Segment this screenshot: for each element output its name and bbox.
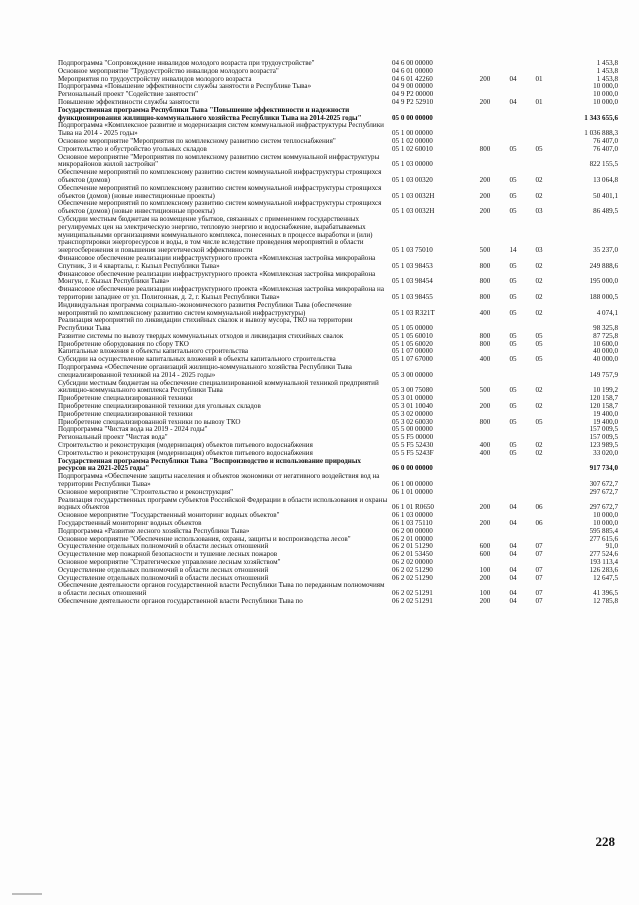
row-pr: 07 (535, 550, 543, 559)
row-name: Финансовое обеспечение реализации инфраструктурного проекта «Комплексная застройка микрорайона на территории западнее от ул. Полигонная, д. 2, г. Кызыл Республики Тыва» (58, 285, 385, 301)
row-pr: 05 (535, 355, 543, 364)
row-pr: 05 (535, 339, 543, 348)
row-vr: 800 (479, 261, 491, 270)
row-rz: 04 (509, 550, 517, 559)
row-pr: 07 (535, 589, 543, 598)
row-sum: 87 725,8 (593, 331, 618, 340)
row-name: Приобретение оборудования по сбору ТКО (58, 339, 189, 348)
row-rz: 05 (509, 308, 517, 317)
row-vr: 800 (479, 339, 491, 348)
row-name: Обеспечение мероприятий по комплексному развитию систем коммунальной инфраструктуры строящихся объектов (домов) (58, 168, 382, 184)
row-pr: 02 (535, 448, 543, 457)
row-code: 06 1 00 00000 (392, 480, 433, 489)
row-pr: 02 (535, 386, 543, 395)
row-vr: 200 (479, 503, 491, 512)
row-sum: 19 400,0 (593, 417, 618, 426)
row-code: 04 6 01 00000 (392, 66, 433, 75)
row-code: 05 5 F5 00000 (392, 433, 434, 442)
row-rz: 05 (509, 207, 517, 216)
row-vr: 800 (479, 331, 491, 340)
table-row (58, 473, 618, 489)
row-pr: 03 (535, 246, 543, 255)
row-code: 04 6 00 00000 (392, 59, 433, 67)
row-name: Основное мероприятие "Мероприятия по комплексному развитию систем коммунальной инфраструктуры микрорайонов жилой застройки" (58, 152, 380, 169)
row-sum: 10 000,0 (593, 511, 618, 520)
row-pr: 05 (535, 144, 543, 153)
row-name: Субсидии местным бюджетам на возмещение убытков, связанных с применением государственных регулируемых цен на электрическую энергию, тепловую энергию и водоснабжение, вырабатываемых муниципальными организациями коммунального комплекса, понесенных в процессе выработки и (или) транспортировки энергоресурсов и воды, в том числе вследствие проведения мероприятий в области энергосбережения и повышения энергетической эффективности (58, 214, 373, 255)
row-code: 05 1 03 R321T (392, 308, 435, 317)
row-vr: 200 (479, 596, 491, 605)
row-code: 05 1 03 98455 (392, 292, 433, 301)
row-pr: 07 (535, 542, 543, 551)
row-sum: 120 158,7 (589, 402, 618, 411)
row-name: Строительство и обустройство угольных складов (58, 144, 207, 153)
table-row (58, 302, 618, 318)
row-sum: 19 400,0 (593, 409, 618, 418)
row-name: Строительство и реконструкция (модернизация) объектов питьевого водоснабжения (58, 448, 313, 457)
row-name: Приобретение специализированной техники (58, 394, 193, 403)
row-code: 06 2 02 51291 (392, 596, 433, 605)
row-code: 05 1 03 98453 (392, 261, 433, 270)
row-name: Подпрограмма «Обеспечение защиты населения и объектов экономики от негативного воздействия вод на территории Республики Тыва» (58, 472, 380, 489)
row-pr: 02 (535, 261, 543, 270)
row-code: 05 1 07 00000 (392, 347, 433, 356)
row-code: 05 1 05 60020 (392, 339, 433, 348)
row-vr: 500 (479, 246, 491, 255)
table-row (58, 497, 618, 513)
row-vr: 200 (479, 207, 491, 216)
row-code: 04 9 P2 52910 (392, 97, 434, 106)
row-rz: 04 (509, 503, 517, 512)
table-row (58, 458, 618, 474)
row-rz: 05 (509, 355, 517, 364)
row-vr: 800 (479, 277, 491, 286)
table-row (58, 154, 618, 170)
row-sum: 50 401,1 (593, 191, 618, 200)
row-rz: 04 (509, 97, 517, 106)
table-row (58, 169, 618, 185)
row-name: Осуществление отдельных полномочий в области лесных отношений (58, 565, 269, 574)
row-name: Основное мероприятие "Государственный мониторинг водных объектов" (58, 511, 280, 520)
row-sum: 195 000,0 (589, 277, 618, 286)
row-code: 06 2 01 53450 (392, 550, 433, 559)
row-rz: 04 (509, 542, 517, 551)
row-pr: 01 (535, 97, 543, 106)
row-code: 06 2 01 00000 (392, 534, 433, 543)
row-code: 05 1 02 60010 (392, 144, 433, 153)
row-pr: 02 (535, 441, 543, 450)
row-rz: 05 (509, 448, 517, 457)
table-row (58, 271, 618, 287)
row-vr: 200 (479, 97, 491, 106)
row-sum: 10 199,2 (593, 386, 618, 395)
row-name: Основное мероприятие "Трудоустройство инвалидов молодого возраста" (58, 66, 279, 75)
table-row (58, 364, 618, 380)
row-rz: 05 (509, 191, 517, 200)
row-code: 05 5 00 00000 (392, 425, 433, 434)
row-code: 05 3 02 00000 (392, 409, 433, 418)
row-code: 05 1 07 67000 (392, 355, 433, 364)
row-sum: 1 036 888,3 (584, 129, 618, 138)
row-rz: 05 (509, 339, 517, 348)
row-pr: 01 (535, 74, 543, 83)
row-pr: 02 (535, 308, 543, 317)
row-name: Обеспечение мероприятий по комплексному развитию систем коммунальной инфраструктуры строящихся объектов (домов) (новые инвестиционные проекты) (58, 183, 382, 200)
row-rz: 04 (509, 565, 517, 574)
row-code: 05 3 02 60030 (392, 417, 433, 426)
row-name: Государственная программа Республики Тыва "Воспроизводство и использование природных ресурсов на 2021-2025 годы" (58, 456, 361, 473)
row-code: 06 2 02 00000 (392, 558, 433, 566)
row-name: Подпрограмма «Обеспечение организаций жилищно-коммунального хозяйства Республики Тыва специализированной техникой на 2014 - 2025 годы» (58, 363, 352, 379)
row-sum: 35 237,0 (593, 246, 618, 255)
row-code: 06 1 01 R0650 (392, 503, 434, 512)
row-name: Приобретение специализированной техники для угольных складов (58, 402, 261, 411)
row-pr: 02 (535, 292, 543, 301)
row-name: Осуществление отдельных полномочий в области лесных отношений (58, 573, 269, 582)
row-sum: 123 989,5 (589, 441, 618, 450)
row-sum: 595 885,4 (589, 526, 618, 535)
row-rz: 04 (509, 74, 517, 83)
row-vr: 200 (479, 175, 491, 184)
row-rz: 05 (509, 261, 517, 270)
row-sum: 12 647,5 (593, 573, 618, 582)
row-code: 05 1 03 98454 (392, 277, 433, 286)
row-code: 06 2 01 51290 (392, 542, 433, 551)
row-code: 05 1 03 75010 (392, 246, 433, 255)
row-name: Развитие системы по вывозу твердых коммунальных отходов и ликвидация стихийных свалок (58, 331, 344, 340)
row-sum: 126 283,6 (589, 565, 618, 574)
row-vr: 800 (479, 292, 491, 301)
row-rz: 05 (509, 386, 517, 395)
row-sum: 40 000,0 (593, 347, 618, 356)
row-code: 05 3 01 10040 (392, 402, 433, 411)
row-code: 06 2 02 51291 (392, 589, 433, 598)
row-pr: 05 (535, 331, 543, 340)
row-name: Обеспечение деятельности органов государственной власти Республики Тыва по (58, 596, 303, 605)
row-code: 05 1 05 00000 (392, 324, 433, 333)
row-sum: 10 600,0 (593, 339, 618, 348)
row-code: 05 1 03 0032H (392, 191, 435, 200)
row-code: 06 1 01 00000 (392, 487, 433, 496)
row-sum: 76 407,0 (593, 144, 618, 153)
row-code: 06 2 02 51290 (392, 573, 433, 582)
row-rz: 04 (509, 573, 517, 582)
row-sum: 91,0 (605, 542, 618, 551)
table-row (58, 107, 618, 123)
row-rz: 05 (509, 441, 517, 450)
row-sum: 12 785,8 (593, 596, 618, 605)
row-code: 04 9 P2 00000 (392, 90, 434, 99)
row-rz: 04 (509, 596, 517, 605)
row-code: 04 9 00 00000 (392, 82, 433, 91)
row-name: Подпрограмма «Повышение эффективности службы занятости в Республике Тыва» (58, 82, 312, 91)
row-code: 05 3 01 00000 (392, 394, 433, 403)
table-row (58, 255, 618, 271)
row-rz: 05 (509, 402, 517, 411)
row-vr: 200 (479, 74, 491, 83)
row-name: Капитальные вложения в объекты капитального строительства (58, 347, 249, 356)
row-name: Обеспечение деятельности органов государственной власти Республики Тыва по переданным полномочиям в области лесных отношений (58, 581, 385, 598)
row-name: Основное мероприятие "Обеспечение использования, охраны, защиты и воспроизводства лесов" (58, 534, 351, 543)
row-rz: 05 (509, 417, 517, 426)
row-code: 05 5 F5 52430 (392, 441, 434, 450)
table-row (58, 286, 618, 302)
row-sum: 33 020,0 (593, 448, 618, 457)
row-vr: 600 (479, 542, 491, 551)
row-sum: 10 000,0 (593, 519, 618, 528)
row-rz: 05 (509, 277, 517, 286)
row-vr: 400 (479, 441, 491, 450)
row-name: Государственная программа Республики Тыва "Повышение эффективности и надежности функционирования жилищно-коммунального хозяйства Республики Тыва на 2014-2025 годы" (58, 105, 362, 122)
row-sum: 41 396,5 (593, 589, 618, 598)
row-name: Финансовое обеспечение реализации инфраструктурного проекта «Комплексная застройка микрорайона Монгун, г. Кызыл Республики Тыва» (58, 269, 376, 286)
row-name: Обеспечение мероприятий по комплексному развитию систем коммунальной инфраструктуры строящихся объектов (домов) (новые инвестиционные проекты) (58, 199, 382, 216)
table-row (58, 216, 618, 255)
row-sum: 1 453,8 (596, 66, 618, 75)
row-sum: 307 672,7 (589, 480, 618, 489)
table-row (58, 317, 618, 333)
row-vr: 200 (479, 519, 491, 528)
row-rz: 04 (509, 589, 517, 598)
row-sum: 86 489,5 (593, 207, 618, 216)
row-code: 05 3 00 00000 (392, 370, 433, 379)
row-code: 05 1 00 00000 (392, 129, 433, 138)
row-sum: 1 453,8 (596, 59, 618, 67)
row-name: Подпрограмма "Чистая вода на 2019 - 2024 годы" (58, 425, 208, 434)
row-name: Подпрограмма "Сопровождение инвалидов молодого возраста при трудоустройстве" (58, 59, 315, 67)
page-number: 228 (595, 834, 615, 849)
row-code: 05 1 03 00320 (392, 175, 433, 184)
row-sum: 98 325,8 (593, 324, 618, 333)
row-rz: 05 (509, 144, 517, 153)
row-pr: 02 (535, 402, 543, 411)
row-vr: 100 (479, 565, 491, 574)
row-sum: 297 672,7 (589, 487, 618, 496)
row-sum: 249 888,6 (589, 261, 618, 270)
row-code: 05 0 00 00000 (392, 113, 433, 122)
row-code: 05 1 05 60010 (392, 331, 433, 340)
row-pr: 05 (535, 417, 543, 426)
row-code: 05 5 F5 5243F (392, 448, 434, 457)
row-name: Региональный проект "Содействие занятости" (58, 90, 199, 99)
row-pr: 07 (535, 565, 543, 574)
row-vr: 100 (479, 589, 491, 598)
row-pr: 02 (535, 191, 543, 200)
row-rz: 05 (509, 292, 517, 301)
row-name: Основное мероприятие "Строительство и реконструкция" (58, 487, 233, 496)
row-rz: 05 (509, 175, 517, 184)
row-vr: 600 (479, 550, 491, 559)
row-code: 06 0 00 00000 (392, 464, 433, 473)
row-code: 06 1 03 75110 (392, 519, 433, 528)
row-name: Региональный проект "Чистая вода" (58, 433, 168, 442)
row-name: Субсидии местным бюджетам на обеспечение специализированной коммунальной техникой предприятий жилищно-коммунального комплекса Республики Тыва (58, 378, 379, 395)
row-pr: 02 (535, 277, 543, 286)
row-name: Строительство и реконструкция (модернизация) объектов питьевого водоснабжения (58, 441, 313, 450)
row-rz: 14 (509, 246, 517, 255)
row-name: Реализация государственных программ субъектов Российской Федерации в области использования и охраны водных объектов (58, 495, 388, 512)
row-sum: 120 158,7 (589, 394, 618, 403)
row-name: Приобретение специализированной техники по вывозу ТКО (58, 417, 241, 426)
row-name: Основное мероприятие "Стратегическое управление лесным хозяйством" (58, 558, 281, 566)
row-vr: 200 (479, 402, 491, 411)
row-rz: 05 (509, 331, 517, 340)
row-sum: 149 757,9 (589, 370, 618, 379)
row-sum: 76 407,0 (593, 136, 618, 145)
row-sum: 822 155,5 (589, 160, 618, 169)
row-name: Осуществление мер пожарной безопасности и тушение лесных пожаров (58, 550, 278, 559)
row-vr: 200 (479, 191, 491, 200)
row-name: Приобретение специализированной техники (58, 409, 193, 418)
row-vr: 800 (479, 144, 491, 153)
table-row (58, 200, 618, 216)
table-row (58, 598, 618, 606)
row-name: Осуществление отдельных полномочий в области лесных отношений (58, 542, 269, 551)
row-name: Субсидии на осуществление капитальных вложений в объекты капитального строительства (58, 355, 336, 364)
row-sum: 4 074,1 (596, 308, 618, 317)
row-name: Мероприятия по трудоустройству инвалидов молодого возраста (58, 74, 252, 83)
row-vr: 400 (479, 448, 491, 457)
row-name: Подпрограмма «Комплексное развитие и модернизация систем коммунальной инфраструктуры Республики Тыва на 2014 - 2025 годы» (58, 121, 384, 138)
row-pr: 03 (535, 207, 543, 216)
row-code: 06 1 03 00000 (392, 511, 433, 520)
row-vr: 500 (479, 386, 491, 395)
row-name: Основное мероприятие "Мероприятия по комплексному развитию систем теплоснабжения" (58, 136, 336, 145)
row-sum: 277 524,6 (589, 550, 618, 559)
row-sum: 10 000,0 (593, 90, 618, 99)
row-vr: 400 (479, 308, 491, 317)
row-code: 06 2 02 51290 (392, 565, 433, 574)
row-name: Реализация мероприятий по ликвидации стихийных свалок и вывозу мусора, ТКО на территории Республики Тыва (58, 316, 353, 333)
row-code: 05 1 03 00000 (392, 160, 433, 169)
row-sum: 297 672,7 (589, 503, 618, 512)
row-name: Финансовое обеспечение реализации инфраструктурного проекта «Комплексная застройка микрорайона Спутник, 3 и 4 кварталы, г. Кызыл Республики Тыва» (58, 253, 376, 270)
row-sum: 1 453,8 (596, 74, 618, 83)
row-vr: 800 (479, 417, 491, 426)
row-name: Повышение эффективности службы занятости (58, 97, 200, 106)
table-row (58, 185, 618, 201)
row-sum: 157 009,5 (589, 425, 618, 434)
row-code: 04 6 01 42260 (392, 74, 433, 83)
table-row (58, 582, 618, 598)
budget-table (58, 60, 618, 606)
scan-artifact (12, 893, 42, 895)
row-pr: 06 (535, 503, 543, 512)
table-row (58, 380, 618, 396)
row-code: 05 3 00 75080 (392, 386, 433, 395)
table-row (58, 122, 618, 138)
row-name: Индивидуальная программа социально-экономического развития Республики Тыва (обеспечение мероприятий по комплексному развитию систем коммунальной инфраструктуры) (58, 300, 352, 317)
row-sum: 40 000,0 (593, 355, 618, 364)
row-sum: 193 113,4 (589, 558, 618, 566)
row-sum: 1 343 655,6 (584, 113, 618, 122)
row-pr: 02 (535, 175, 543, 184)
row-sum: 10 000,0 (593, 82, 618, 91)
row-sum: 917 734,0 (589, 464, 618, 473)
row-code: 06 2 00 00000 (392, 526, 433, 535)
row-pr: 07 (535, 596, 543, 605)
row-sum: 188 000,5 (589, 292, 618, 301)
row-sum: 157 009,5 (589, 433, 618, 442)
row-rz: 04 (509, 519, 517, 528)
row-pr: 07 (535, 573, 543, 582)
row-sum: 13 064,8 (593, 175, 618, 184)
row-name: Государственный мониторинг водных объектов (58, 519, 202, 528)
row-pr: 06 (535, 519, 543, 528)
row-name: Подпрограмма «Развитие лесного хозяйства Республики Тыва» (58, 526, 250, 535)
row-vr: 200 (479, 573, 491, 582)
row-code: 05 1 02 00000 (392, 136, 433, 145)
row-vr: 400 (479, 355, 491, 364)
row-sum: 277 615,6 (589, 534, 618, 543)
row-sum: 10 000,0 (593, 97, 618, 106)
row-code: 05 1 03 0032H (392, 207, 435, 216)
